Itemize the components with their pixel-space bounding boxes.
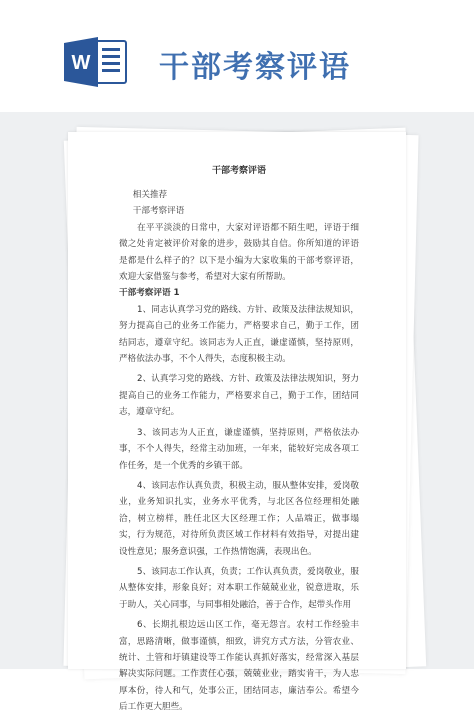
document-content <box>119 164 359 716</box>
paragraph: 3、该同志为人正直，谦虚谨慎，坚持原则，严格依法办事，不个人得失，经常主动加班，一年来，能较好完成各项工作任务，是一个优秀的乡镇干部。 <box>119 427 359 471</box>
banner-title: 干部考察评语 <box>159 50 351 85</box>
paragraph: 1、同志认真学习党的路线、方针、政策及法律法规知识，努力提高自己的业务工作能力，严格要求自己，勤于工作，团结同志，遵章守纪。该同志为人正直，谦虚谨慎，坚持原则，严格依法办事，不个人得失，态度积极主动。 <box>119 304 359 365</box>
paragraph: 2、认真学习党的路线、方针、政策及法律法规知识，努力提高自己的业务工作能力，严格要求自己，勤于工作，团结同志，遵章守纪。 <box>119 374 359 418</box>
paragraph: 5、该同志工作认真，负责；工作认真负责，爱岗敬业，服从整体安排，形象良好；对本职工作兢兢业业，锐意进取，乐于助人，关心同事，与同事相处融洽，善于合作，起带头作用 <box>119 566 359 610</box>
document-banner <box>0 0 474 110</box>
related-label <box>119 187 359 203</box>
paragraph: 4、该同志作认真负责，积极主动，服从整体安排，爱岗敬业，业务知识扎实，业务水平优秀，与北区各位经理相处融洽，树立榜样，胜任北区大区经理工作；人品端正，做事塌实，行为规范，对待所负责区域工作材料有效指导，对提出建设性意见；服务意识强，工作热情饱满，表现出色。 <box>119 480 359 557</box>
section-heading: 干部考察评语 1 <box>119 288 180 299</box>
svg-text:W: W <box>71 52 91 74</box>
word-icon <box>64 37 128 87</box>
intro-paragraph: 在平平淡淡的日常中，大家对评语都不陌生吧，评语于细微之处肯定被评价对象的进步，鼓励其自信。你所知道的评语是都是什么样子的？以下是小编为大家收集的干部考察评语，欢迎大家借鉴与参考，希望对大家有所帮助。 <box>119 222 359 283</box>
document-title: 干部考察评语 <box>211 166 266 176</box>
related-link[interactable]: 干部考察评语 <box>132 206 185 217</box>
paragraph: 6、长期扎根边远山区工作，毫无怨言。农村工作经验丰富，思路清晰，做事谨慎，细致，讲究方式方法，分管农业、统计、土管和圩镇建设等工作能认真抓好落实，经常深入基层解决实际问题。工作责任心强，兢兢业业，踏实肯干，为人忠厚本份，待人和气，处事公正，团结同志，廉洁奉公。希望今后工作更大胆些。 <box>119 620 359 713</box>
document-page <box>68 132 406 713</box>
related-label-text: 相关推荐 <box>132 190 168 200</box>
